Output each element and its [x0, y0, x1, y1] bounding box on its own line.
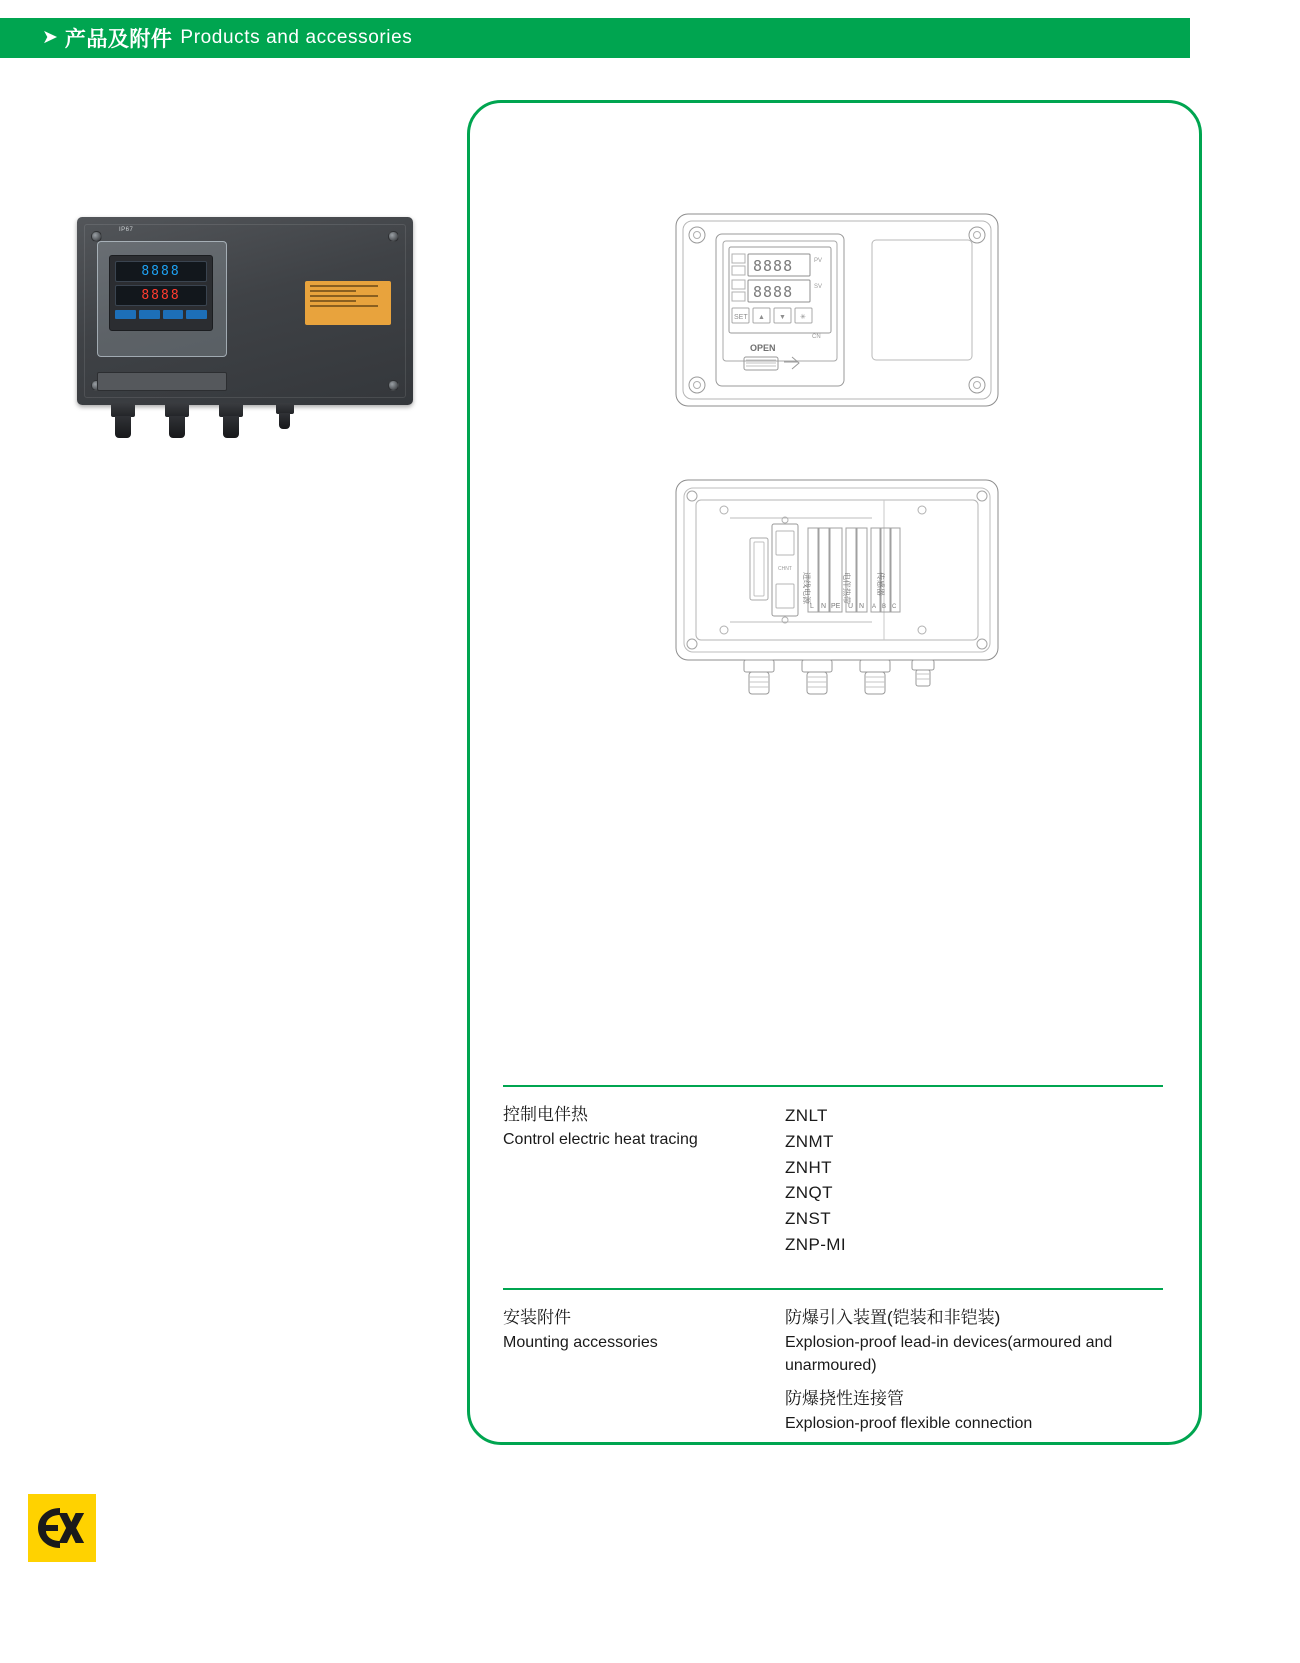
plate-line [310, 300, 356, 302]
svg-text:B: B [882, 604, 887, 610]
atex-ex-logo [28, 1494, 96, 1562]
svg-text:A: A [872, 604, 877, 610]
transparent-cover [97, 241, 227, 357]
accessory-en: Explosion-proof lead-in devices(armoured and unarmoured) [785, 1333, 1113, 1374]
svg-text:C: C [892, 604, 897, 610]
svg-text:N: N [859, 603, 865, 610]
spec-label-en: Control electric heat tracing [503, 1130, 698, 1148]
svg-text:L: L [810, 603, 814, 610]
svg-text:CN: CN [812, 334, 821, 340]
svg-text:✳: ✳ [800, 314, 806, 321]
product-photo-temperature-controller-box [72, 212, 416, 452]
accessories-list [785, 1306, 1163, 1445]
spec-row-control [503, 1085, 1163, 1258]
rating-plate [305, 281, 391, 325]
screw-icon [91, 380, 102, 391]
display-bottom: 8888 [115, 285, 207, 306]
svg-text:CHNT: CHNT [778, 566, 792, 572]
controller-faceplate [109, 255, 213, 331]
spec-label-accessories [503, 1306, 785, 1445]
accessory-en: Explosion-proof flexible connection [785, 1414, 1033, 1432]
cable-gland-icon [162, 403, 192, 445]
cover-latch-strip [97, 372, 227, 391]
key-button [163, 310, 184, 319]
svg-text:U: U [848, 603, 854, 610]
spec-models-list [785, 1103, 1163, 1258]
model-item: ZNQT [785, 1183, 833, 1203]
spec-label-control [503, 1103, 785, 1258]
enclosure-body [77, 217, 413, 405]
svg-text:8888: 8888 [753, 257, 794, 275]
plate-line [310, 290, 356, 292]
spec-label-cn: 控制电伴热 [503, 1105, 588, 1124]
page-header-band [0, 18, 1190, 58]
spec-label-en: Mounting accessories [503, 1333, 658, 1351]
svg-text:传感器: 传感器 [876, 572, 885, 596]
page-title-en: Products and accessories [180, 27, 413, 48]
ip-rating-text: IP67 [119, 227, 134, 233]
model-item: ZNP-MI [785, 1235, 846, 1255]
internal-wiring-drawing [672, 476, 1002, 731]
svg-text:SV: SV [814, 284, 823, 290]
svg-text:N: N [821, 603, 827, 610]
svg-text:▲: ▲ [758, 314, 765, 321]
plate-line [310, 295, 378, 297]
spec-row-accessories [503, 1288, 1163, 1445]
accessory-item [785, 1306, 1163, 1377]
accessory-cn: 防爆挠性连接管 [785, 1389, 904, 1409]
accessory-item [785, 1387, 1163, 1435]
svg-text:PV: PV [814, 258, 823, 264]
svg-text:OPEN: OPEN [750, 343, 776, 353]
svg-text:SET: SET [734, 314, 748, 321]
screw-icon [388, 380, 399, 391]
accessory-cn: 防爆引入装置(铠装和非铠装) [785, 1308, 1001, 1327]
plate-line [310, 305, 378, 307]
spec-label-cn: 安装附件 [503, 1308, 571, 1327]
plate-line [310, 285, 378, 287]
model-item: ZNLT [785, 1106, 828, 1125]
svg-text:进线电源: 进线电源 [802, 572, 811, 604]
svg-text:电伴热带: 电伴热带 [842, 572, 851, 604]
front-view-drawing [672, 210, 1002, 415]
key-button [186, 310, 207, 319]
key-button [139, 310, 160, 319]
model-item: ZNST [785, 1209, 831, 1229]
svg-text:PE: PE [831, 603, 841, 610]
page-title-cn: 产品及附件 [64, 28, 173, 51]
keypad [115, 310, 207, 319]
svg-text:8888: 8888 [753, 283, 794, 301]
cable-gland-icon [216, 403, 246, 445]
model-item: ZNHT [785, 1157, 832, 1177]
key-button [115, 310, 136, 319]
display-top: 8888 [115, 261, 207, 282]
arrow-right-triangle-icon: ➤ [42, 26, 58, 48]
cable-gland-icon [270, 403, 300, 445]
screw-icon [388, 231, 399, 242]
screw-icon [91, 231, 102, 242]
svg-text:▼: ▼ [779, 314, 786, 321]
model-item: ZNMT [785, 1131, 834, 1151]
cable-gland-icon [108, 403, 138, 445]
